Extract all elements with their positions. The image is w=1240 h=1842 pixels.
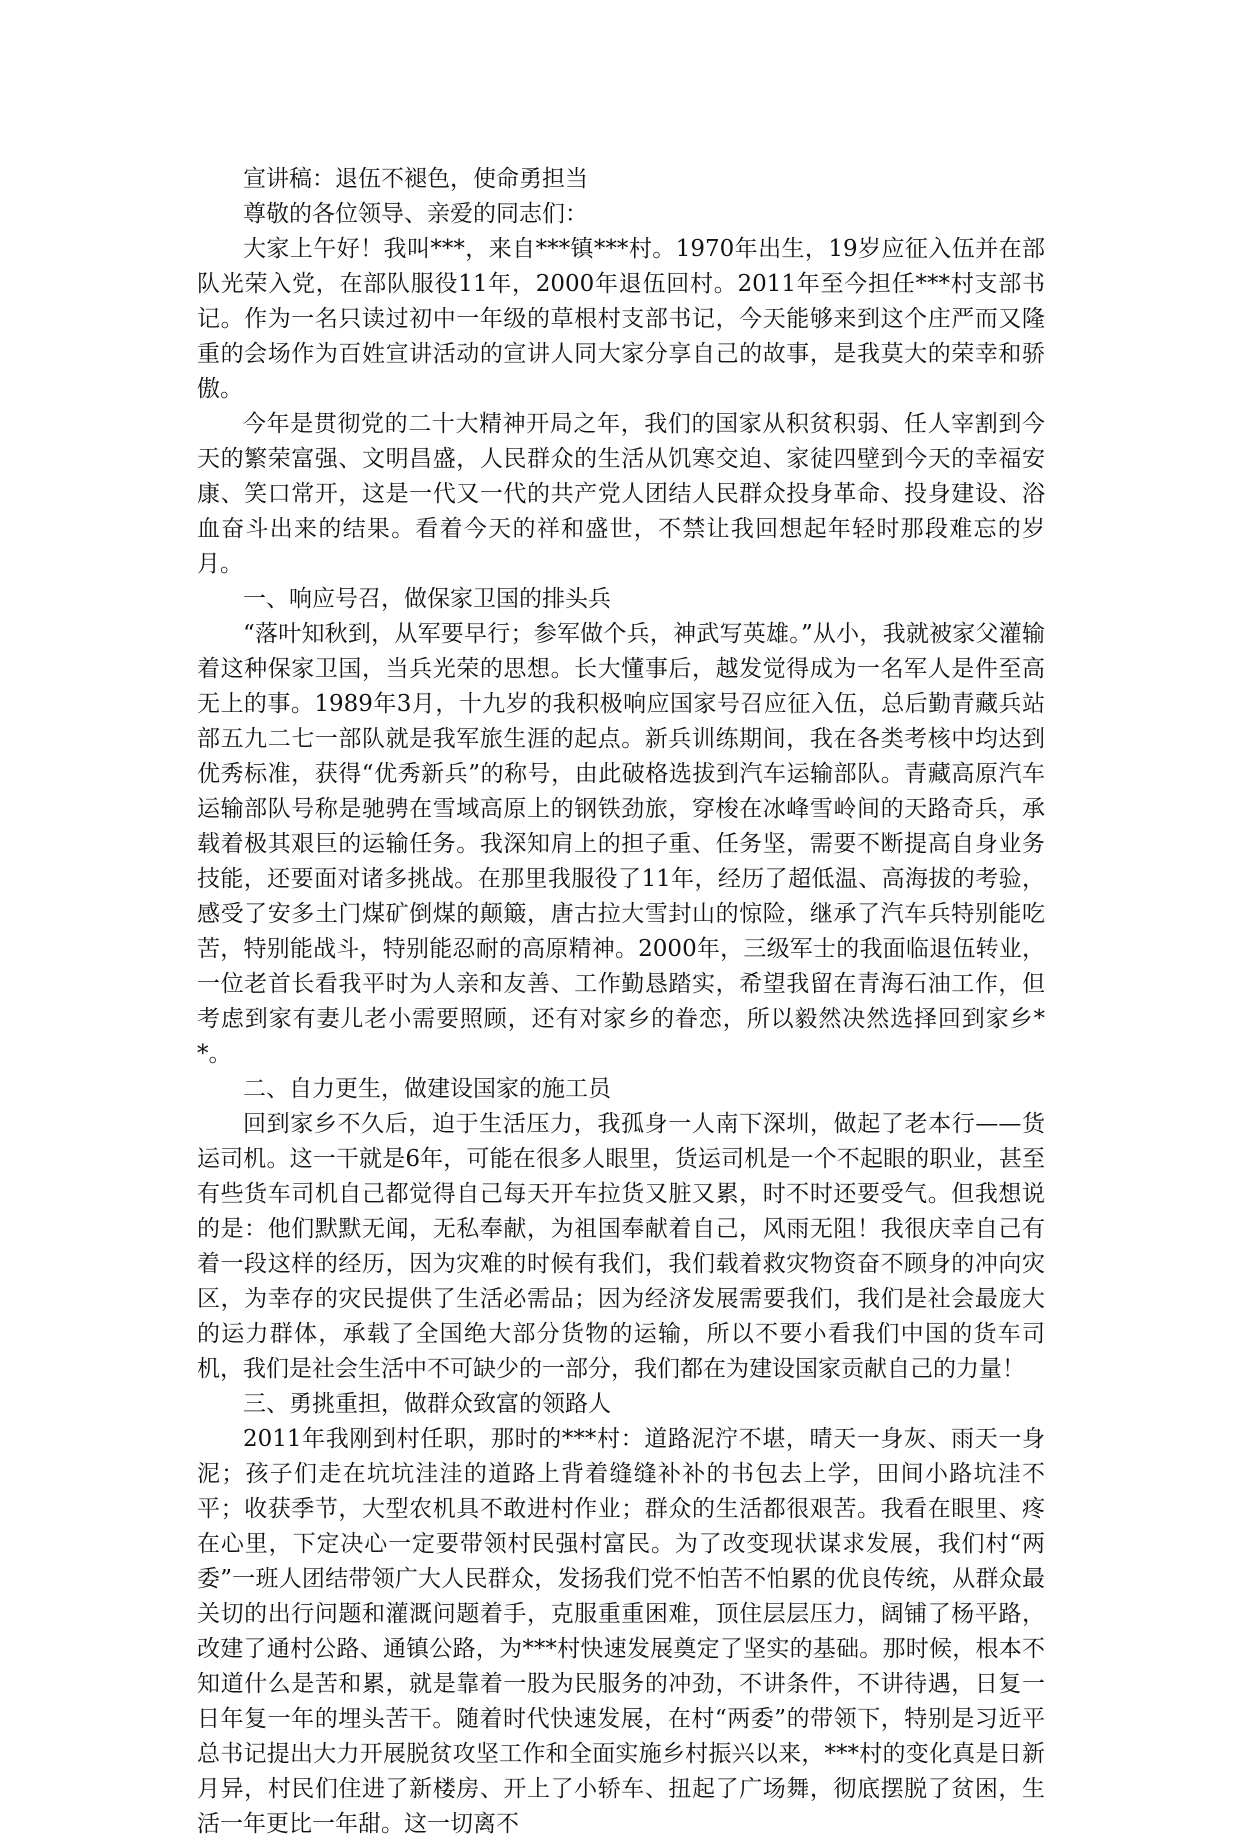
section-2-heading: 二、自力更生，做建设国家的施工员 <box>243 1076 611 1102</box>
section-2-body: 回到家乡不久后，迫于生活压力，我孤身一人南下深圳，做起了老本行——货运司机。这一干就是6年，可能在很多人眼里，货运司机是一个不起眼的职业，甚至有些货车司机自己都觉得自己每天开车拉货又脏又累，时不时还要受气。但我想说的是：他们默默无闻，无私奉献，为祖国奉献着自己，风雨无阻！我很庆幸自己有着一段这样的经历，因为灾难的时候有我们，我们载着救灾物资奋不顾身的冲向灾区，为幸存的灾民提供了生活必需品；因为经济发展需要我们，我们是社会最庞大的运力群体，承载了全国绝大部分货物的运输，所以不要小看我们中国的货车司机，我们是社会生活中不可缺少的一部分，我们都在为建设国家贡献自己的力量！ <box>197 1111 1045 1382</box>
section-1-heading: 一、响应号召，做保家卫国的排头兵 <box>243 586 611 612</box>
document-page <box>197 162 1045 1842</box>
section-3-heading: 三、勇挑重担，做群众致富的领路人 <box>243 1391 611 1417</box>
section-3-body: 2011年我刚到村任职，那时的***村：道路泥泞不堪，晴天一身灰、雨天一身泥；孩子们走在坑坑洼洼的道路上背着缝缝补补的书包去上学，田间小路坑洼不平；收获季节，大型农机具不敢进村作业；群众的生活都很艰苦。我看在眼里、疼在心里，下定决心一定要带领村民强村富民。为了改变现状谋求发展，我们村“两委”一班人团结带领广大人民群众，发扬我们党不怕苦不怕累的优良传统，从群众最关切的出行问题和灌溉问题着手，克服重重困难，顶住层层压力，阔铺了杨平路，改建了通村公路、通镇公路，为***村快速发展奠定了坚实的基础。那时候，根本不知道什么是苦和累，就是靠着一股为民服务的冲劲，不讲条件，不讲待遇，日复一日年复一年的埋头苦干。随着时代快速发展，在村“两委”的带领下，特别是习近平总书记提出大力开展脱贫攻坚工作和全面实施乡村振兴以来，***村的变化真是日新月异，村民们住进了新楼房、开上了小轿车、扭起了广场舞，彻底摆脱了贫困，生活一年更比一年甜。这一切离不 <box>197 1426 1045 1837</box>
document-title: 宣讲稿：退伍不褪色，使命勇担当 <box>243 166 588 192</box>
section-1-body: “落叶知秋到，从军要早行；参军做个兵，神武写英雄。”从小，我就被家父灌输着这种保家卫国，当兵光荣的思想。长大懂事后，越发觉得成为一名军人是件至高无上的事。1989年3月，十九岁的我积极响应国家号召应征入伍，总后勤青藏兵站部五九二七一部队就是我军旅生涯的起点。新兵训练期间，我在各类考核中均达到优秀标准，获得“优秀新兵”的称号，由此破格选拔到汽车运输部队。青藏高原汽车运输部队号称是驰骋在雪域高原上的钢铁劲旅，穿梭在冰峰雪岭间的天路奇兵，承载着极其艰巨的运输任务。我深知肩上的担子重、任务坚，需要不断提高自身业务技能，还要面对诸多挑战。在那里我服役了11年，经历了超低温、高海拔的考验，感受了安多土门煤矿倒煤的颠簸，唐古拉大雪封山的惊险，继承了汽车兵特别能吃苦，特别能战斗，特别能忍耐的高原精神。2000年，三级军士的我面临退伍转业，一位老首长看我平时为人亲和友善、工作勤恳踏实，希望我留在青海石油工作，但考虑到家有妻儿老小需要照顾，还有对家乡的眷恋，所以毅然决然选择回到家乡**。 <box>197 621 1045 1067</box>
salutation: 尊敬的各位领导、亲爱的同志们： <box>243 201 588 227</box>
context-paragraph: 今年是贯彻党的二十大精神开局之年，我们的国家从积贫积弱、任人宰割到今天的繁荣富强、文明昌盛，人民群众的生活从饥寒交迫、家徒四壁到今天的幸福安康、笑口常开，这是一代又一代的共产党人团结人民群众投身革命、投身建设、浴血奋斗出来的结果。看着今天的祥和盛世，不禁让我回想起年轻时那段难忘的岁月。 <box>197 411 1045 577</box>
intro-paragraph: 大家上午好！我叫***，来自***镇***村。1970年出生，19岁应征入伍并在部队光荣入党，在部队服役11年，2000年退伍回村。2011年至今担任***村支部书记。作为一名只读过初中一年级的草根村支部书记，今天能够来到这个庄严而又隆重的会场作为百姓宣讲活动的宣讲人同大家分享自己的故事，是我莫大的荣幸和骄傲。 <box>197 236 1045 402</box>
